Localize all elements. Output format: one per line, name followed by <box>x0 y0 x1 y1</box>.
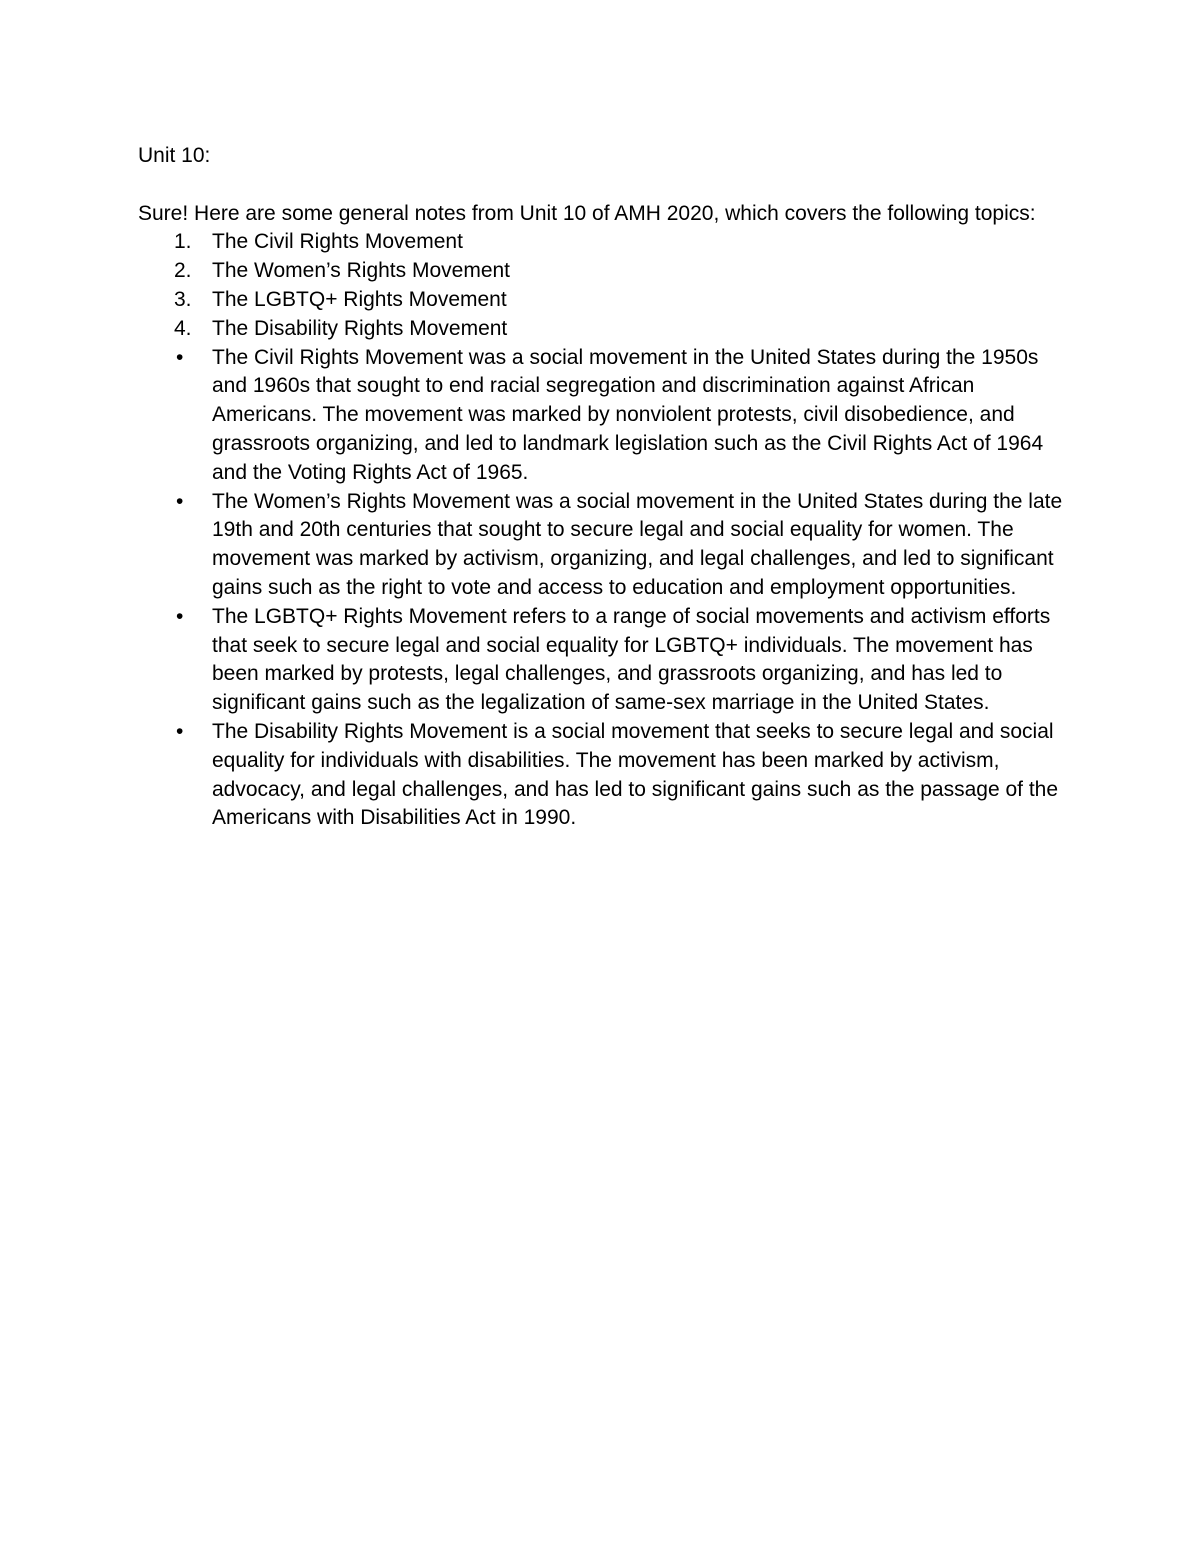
note-item <box>138 344 1068 488</box>
note-item <box>138 718 1068 833</box>
note-text: The LGBTQ+ Rights Movement refers to a range of social movements and activism efforts that seek to secure legal and social equality for LGBTQ+ individuals. The movement has been marked by protests, legal challenges, and grassroots organizing, and has led to significant gains such as the legalization of same-sex marriage in the United States. <box>212 604 1051 715</box>
document-body <box>138 142 1068 833</box>
unit-heading: Unit 10: <box>138 144 211 167</box>
bullet-icon: • <box>176 489 184 513</box>
intro-paragraph: Sure! Here are some general notes from Unit 10 of AMH 2020, which covers the following topics: <box>138 201 1036 225</box>
note-text: The Women’s Rights Movement was a social movement in the United States during the late 19th and 20th centuries that sought to secure legal and social equality for women. The movement was marked by activism, organizing, and legal challenges, and led to significant gains such as the right to vote and access to education and employment opportunities. <box>212 489 1063 599</box>
topic-text: The Women’s Rights Movement <box>212 259 511 283</box>
bullet-icon: • <box>176 719 184 743</box>
topic-item <box>138 286 1068 315</box>
topic-text: The LGBTQ+ Rights Movement <box>212 287 507 311</box>
blank-line <box>138 171 1068 200</box>
topic-item <box>138 228 1068 257</box>
note-item <box>138 488 1068 603</box>
topic-number: 2. <box>174 259 192 283</box>
topic-number: 3. <box>174 287 192 311</box>
note-text: The Civil Rights Movement was a social movement in the United States during the 1950s and 1960s that sought to end racial segregation and discrimination against African Americans. The movement was marked by nonviolent protests, civil disobedience, and grassroots organizing, and led to landmark legislation such as the Civil Rights Act of 1964 and the Voting Rights Act of 1965. <box>212 345 1044 484</box>
topic-item <box>138 257 1068 286</box>
topic-text: The Civil Rights Movement <box>212 230 463 254</box>
topic-text: The Disability Rights Movement <box>212 316 508 340</box>
topic-number: 4. <box>174 316 192 340</box>
bullet-icon: • <box>176 604 184 628</box>
topic-item <box>138 315 1068 344</box>
notes-list <box>138 344 1068 834</box>
topics-list <box>138 228 1068 343</box>
note-text: The Disability Rights Movement is a social movement that seeks to secure legal and social equality for individuals with disabilities. The movement has been marked by activism, advocacy, and legal challenges, and has led to significant gains such as the passage of the Americans with Disabilities Act in 1990. <box>212 719 1059 830</box>
topic-number: 1. <box>174 230 192 254</box>
bullet-icon: • <box>176 345 184 369</box>
note-item <box>138 603 1068 718</box>
